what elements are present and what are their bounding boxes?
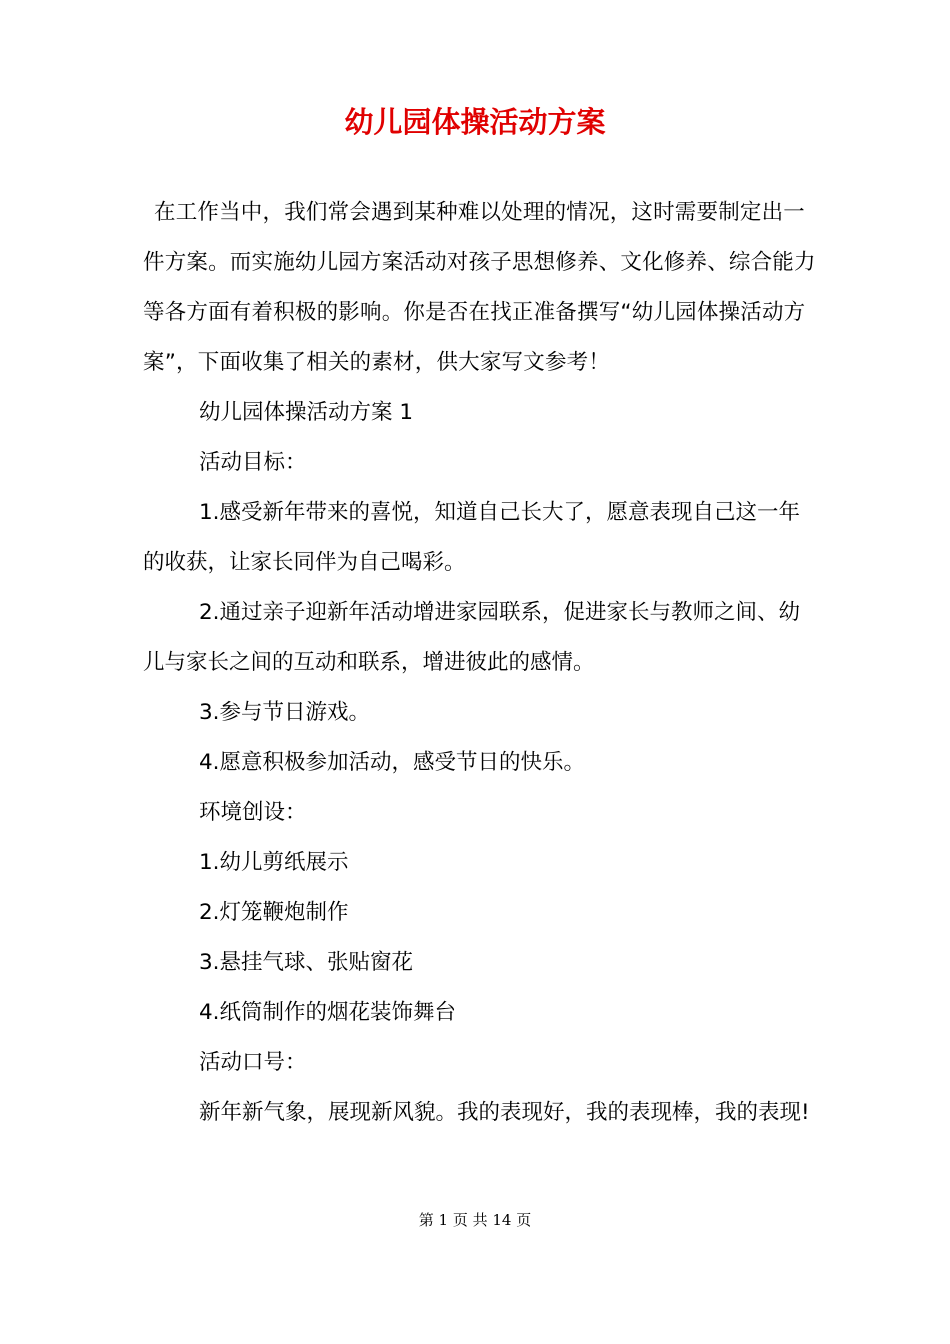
environment-item-4: 4.纸筒制作的烟花装饰舞台 (199, 1000, 457, 1025)
goal-item-1: 1.感受新年带来的喜悦，知道自己长大了，愿意表现自己这一年的收获，让家长同伴为自己喝彩。 (143, 500, 801, 575)
section-heading-plan-1: 幼儿园体操活动方案 1 (199, 400, 414, 425)
document-title: 幼儿园体操活动方案 (344, 105, 606, 139)
environment-item-3: 3.悬挂气球、张贴窗花 (199, 950, 414, 975)
document-body (143, 188, 818, 1138)
goal-item-4: 4.愿意积极参加活动，感受节日的快乐。 (199, 750, 586, 775)
environment-item-2: 2.灯笼鞭炮制作 (199, 900, 349, 925)
page-number-footer: 第 1 页 共 14 页 (418, 1211, 532, 1229)
goal-item-3: 3.参与节日游戏。 (199, 700, 371, 725)
intro-paragraph: 在工作当中，我们常会遇到某种难以处理的情况，这时需要制定出一件方案。而实施幼儿园方案活动对孩子思想修养、文化修养、综合能力等各方面有着积极的影响。你是否在找正准备撰写“幼儿园体操活动方案”，下面收集了相关的素材，供大家写文参考！ (143, 200, 816, 375)
section-heading-slogan: 活动口号： (199, 1050, 307, 1075)
goal-item-2: 2.通过亲子迎新年活动增进家园联系，促进家长与教师之间、幼儿与家长之间的互动和联系，增进彼此的感情。 (143, 600, 801, 675)
environment-item-1: 1.幼儿剪纸展示 (199, 850, 349, 875)
section-heading-goals: 活动目标： (199, 450, 307, 475)
section-heading-environment: 环境创设： (199, 800, 307, 825)
slogan-paragraph: 新年新气象，展现新风貌。我的表现好，我的表现棒，我的表现! (199, 1100, 810, 1125)
